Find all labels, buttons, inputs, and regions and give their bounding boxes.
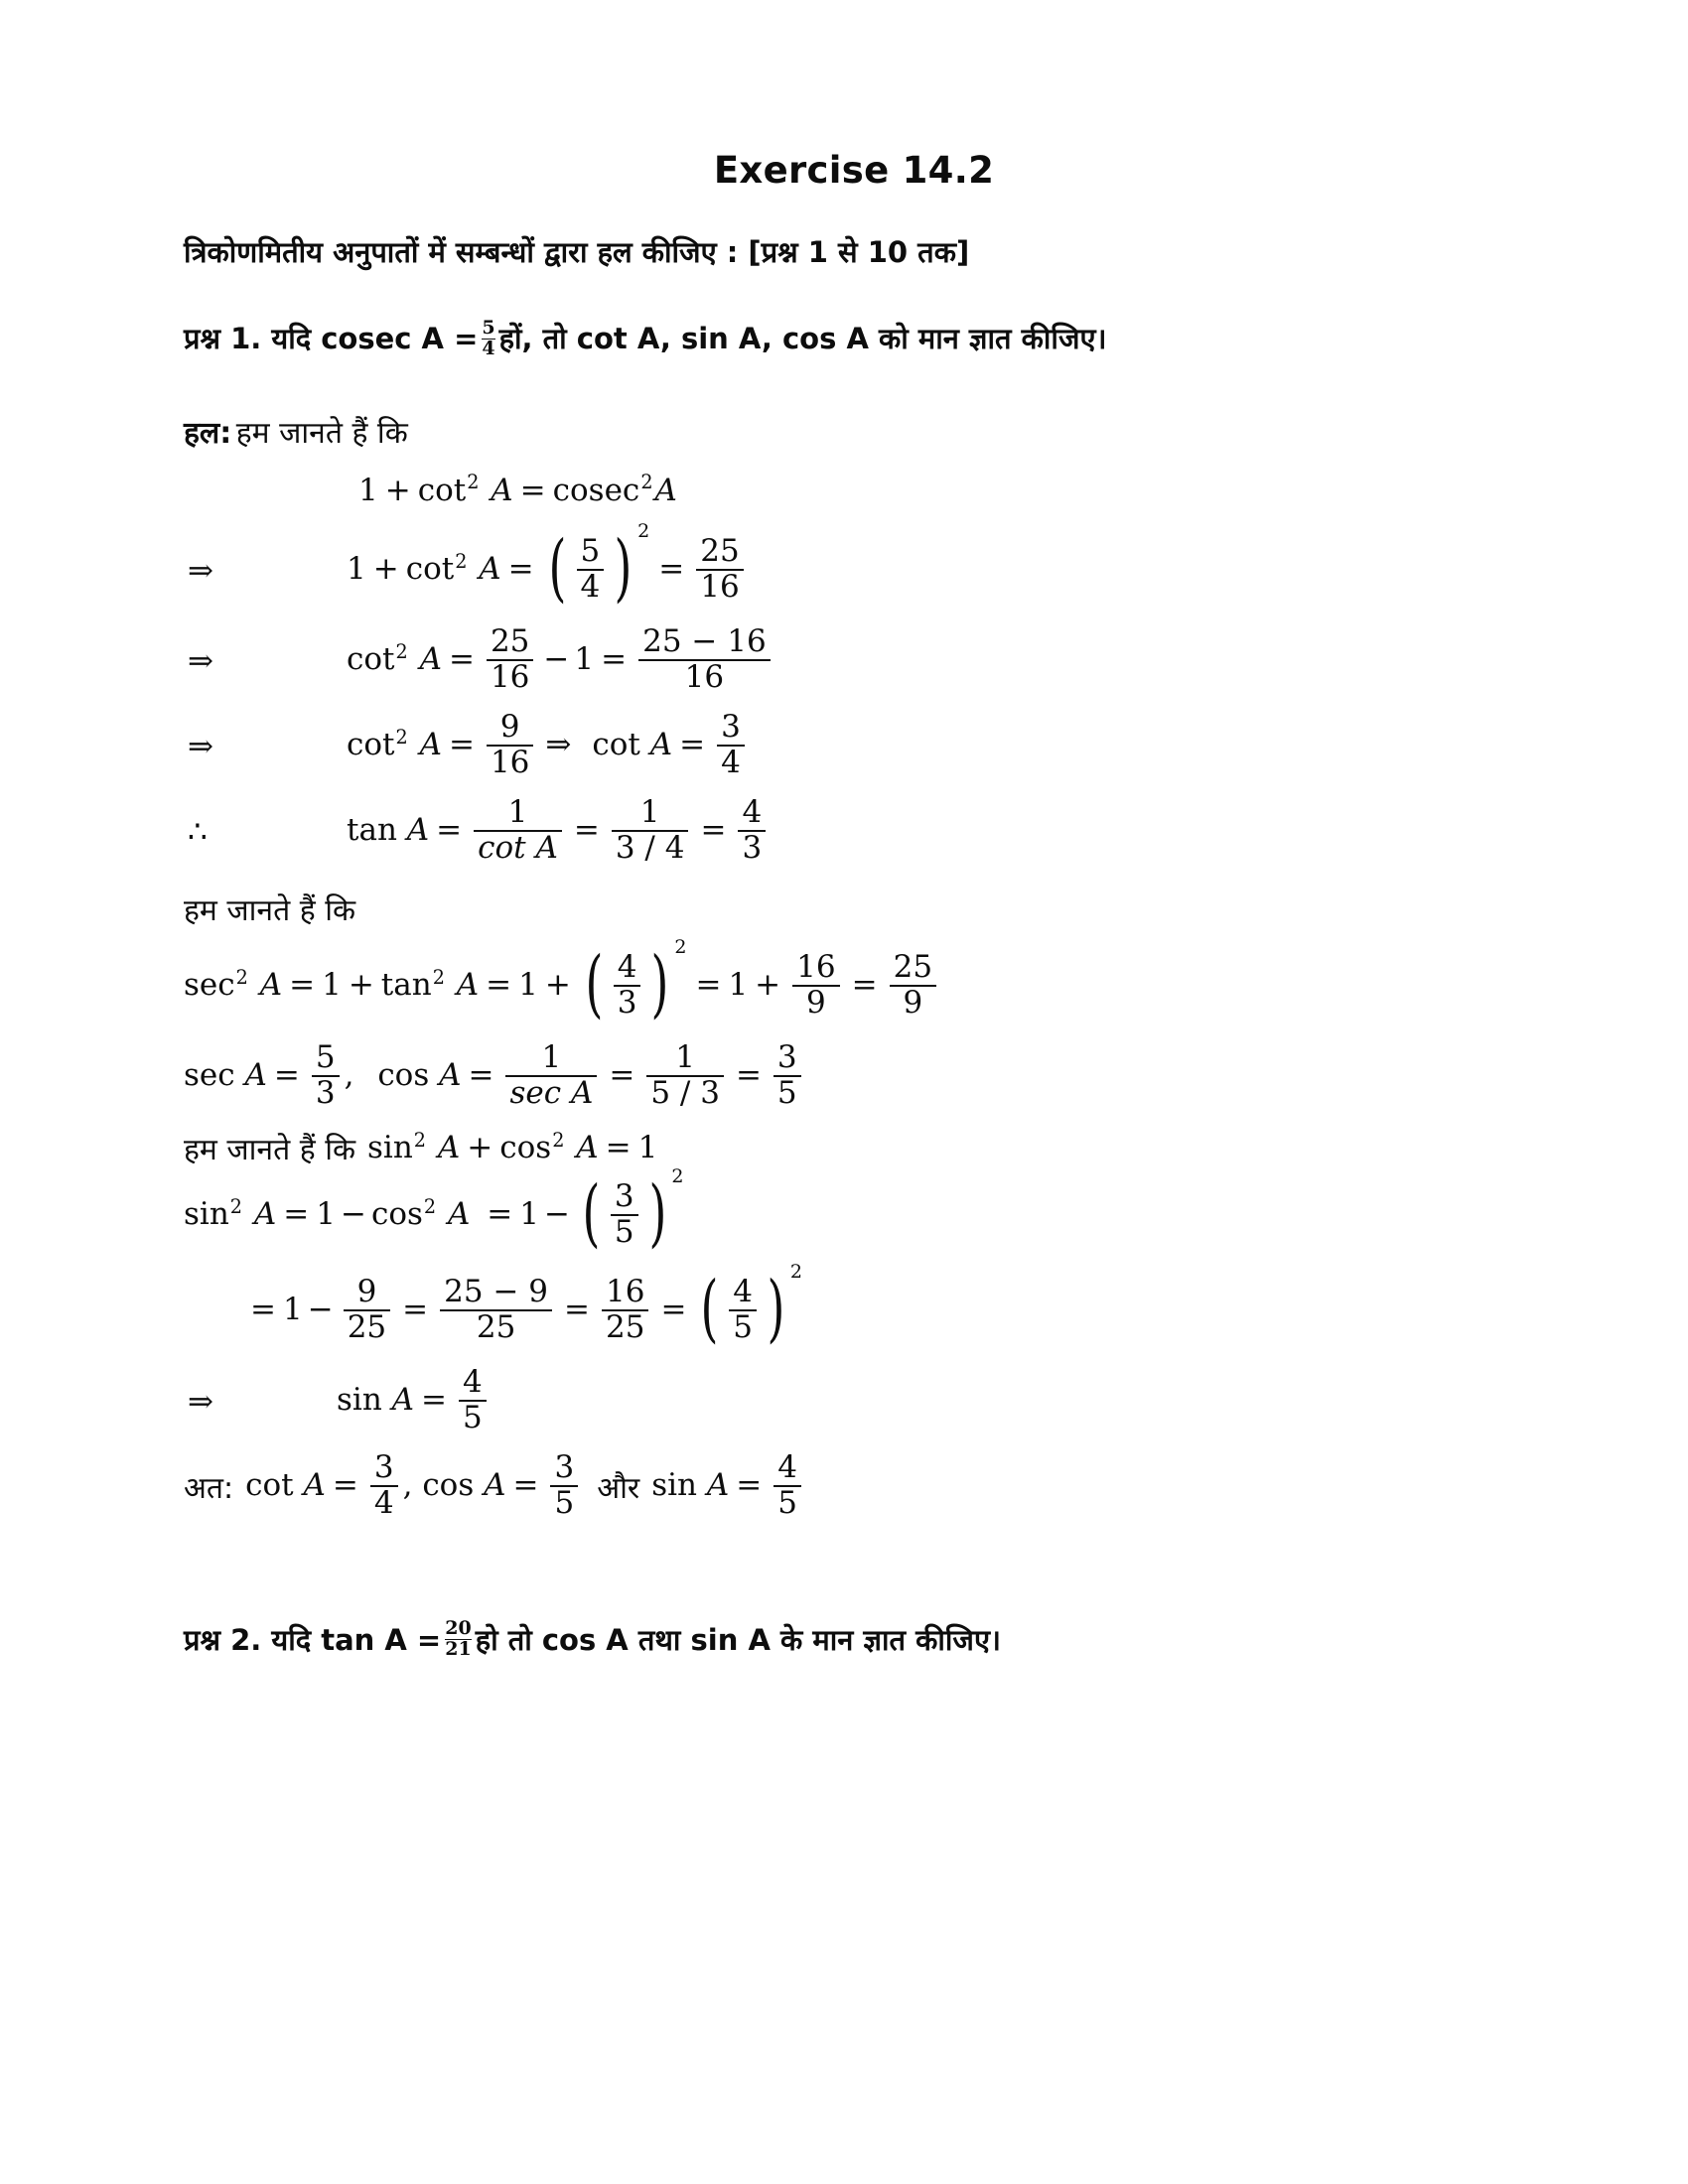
conclusion-sin-den: 5 (774, 1485, 801, 1520)
step6-tan: tan (380, 967, 432, 1004)
step10-parenthesized-fraction (695, 1261, 802, 1351)
step7-f3-num: 3 (776, 1039, 797, 1076)
conclusion-sin-var: A (706, 1467, 730, 1504)
conclusion-comma: , (402, 1467, 413, 1504)
step3-one: 1 (574, 641, 595, 678)
step6-result-fraction (890, 951, 936, 1020)
step10-fraction-2 (440, 1276, 552, 1344)
step6-var-a-2: A (456, 967, 480, 1004)
identity-exponent: 2 (467, 471, 480, 494)
step9-one-2: 1 (519, 1196, 539, 1233)
step10-f3-num: 16 (605, 1274, 645, 1310)
question-2-suffix: हो तो cos A तथा sin A के मान ज्ञात कीजिए। (475, 1622, 1001, 1657)
step8-equals: = (605, 1130, 632, 1166)
step10-base-den: 5 (729, 1309, 757, 1344)
conclusion-cot-den: 4 (370, 1485, 398, 1520)
step3-f2-den: 16 (638, 659, 771, 694)
equation-step7: sec A = $\frac{5}{3}$ , cos A = $\frac{1}{\text{sec A}}$ = $\frac{1}{5 / 3}$ = $\frac{3}{5}$ (184, 1057, 806, 1093)
equation-body-step9 (184, 1165, 1494, 1256)
question-2-prefix: प्रश्न 2. यदि tan A = (184, 1622, 442, 1657)
page-title: Exercise 14.2 (713, 149, 995, 192)
conclusion-cot-var: A (303, 1467, 326, 1504)
question-2-fraction (445, 1619, 471, 1660)
question-2-line (184, 1617, 1494, 1662)
step8-rhs: 1 (637, 1130, 658, 1166)
equation-row-step3 (184, 618, 1494, 704)
step10-f3-den: 25 (602, 1309, 648, 1344)
equation-conclusion: cot A = $\frac{3}{4}$ , cos A = $\frac{3}{5}$ (245, 1452, 583, 1521)
question-1-line (184, 316, 1494, 360)
step8-cos: cos (499, 1130, 552, 1166)
step6-power: 2 (674, 936, 687, 959)
step5-fraction-1 (474, 796, 562, 865)
step9-base-den: 5 (611, 1214, 638, 1249)
step7-sec-num: 5 (315, 1039, 336, 1076)
step2-base-fraction (577, 535, 605, 604)
step2-base-den: 4 (577, 569, 605, 604)
conclusion-cos-var: A (484, 1467, 506, 1504)
step10-f1-num: 9 (356, 1274, 377, 1310)
equation-row-step9 (184, 1165, 1494, 1264)
right-paren-icon: ) (650, 940, 669, 1026)
left-paren-icon: ( (585, 940, 604, 1026)
equation-row-identity (184, 458, 1494, 523)
right-paren-icon: ) (767, 1265, 785, 1351)
step6-base-fraction (614, 951, 641, 1020)
step7-f1-den: sec A (505, 1075, 597, 1110)
step3-cot: cot (347, 641, 395, 678)
equation-body-step5 (259, 794, 1494, 866)
step6-one-1: 1 (322, 967, 342, 1004)
step7-fraction-2 (646, 1041, 724, 1110)
step4-var-a: A (419, 727, 442, 763)
solution-intro (184, 411, 1494, 452)
step5-fraction-3 (738, 796, 766, 865)
step2-result-den: 16 (696, 569, 743, 604)
equation-row-step8 (184, 1128, 1494, 1168)
equation-body-step4 (259, 709, 1494, 780)
step10-base-num: 4 (733, 1274, 754, 1310)
step4-f1-den: 16 (487, 745, 533, 779)
equation-body-step10 (184, 1261, 1494, 1351)
step2-power: 2 (637, 520, 650, 543)
equation-step6: $\sec^2 A = 1 + \tan^2 A = 1$ + ( $\frac{4}{3}$ ) $^2$= 1 + $\frac{16}{9}$ = $\frac{25}{9}$ (184, 967, 941, 1003)
step9-base-num: 3 (614, 1178, 634, 1215)
step9-var-a-2: A (447, 1196, 471, 1233)
step9-power: 2 (671, 1165, 684, 1188)
conclusion-sin-num: 4 (777, 1449, 797, 1486)
equation-body-step6 (184, 936, 1494, 1026)
step3-f1-den: 16 (487, 659, 533, 694)
left-paren-icon: ( (700, 1265, 719, 1351)
question-1-fraction (482, 316, 495, 359)
identity-cot: cot (417, 472, 467, 508)
we-know-text-3: हम जानते हैं कि (184, 1132, 355, 1167)
right-paren-icon: ) (648, 1169, 666, 1256)
step11-fraction (459, 1366, 487, 1434)
step5-f1-den: cot A (474, 830, 562, 865)
step11-f-den: 5 (459, 1400, 487, 1434)
equation-body-step7 (184, 1039, 1494, 1111)
identity-cosec-exponent: 2 (640, 471, 653, 494)
implies-arrow-2: ⇒ (188, 642, 213, 679)
step7-f2-den: 5 / 3 (646, 1075, 724, 1110)
step7-f1-num: 1 (541, 1039, 562, 1076)
step3-f1-num: 25 (490, 623, 530, 660)
identity-plus: + (384, 472, 411, 508)
equation-step10: = 1 − $\frac{9}{25}$ = $\frac{25 - 9}{25}$ = $\frac{16}{25}$ = ( $\frac{4}{5}$ ) $^2$ (250, 1261, 802, 1351)
step4-cot-2: cot (592, 727, 640, 763)
step6-parenthesized-fraction (580, 936, 687, 1026)
step8-var-a: A (437, 1130, 461, 1166)
left-paren-icon: ( (582, 1169, 601, 1256)
step6-one-3: 1 (728, 967, 749, 1004)
step6-fraction (792, 951, 839, 1020)
step6-var-a: A (259, 967, 283, 1004)
equation-row-step4 (184, 704, 1494, 789)
step4-implies: ⇒ (545, 727, 572, 763)
equation-row-step2 (184, 520, 1494, 618)
step7-sec-fraction (312, 1041, 340, 1110)
step4-cot: cot (347, 727, 395, 763)
step4-f2-num: 3 (721, 709, 741, 746)
instruction-line: त्रिकोणमितीय अनुपातों में सम्बन्धों द्वारा हल कीजिए : [प्रश्न 1 से 10 तक] (184, 235, 970, 269)
right-paren-icon: ) (614, 524, 633, 611)
equation-row-step5 (184, 789, 1494, 875)
implies-arrow-4: ⇒ (188, 1383, 213, 1420)
step5-f3-den: 3 (738, 830, 766, 865)
equation-step3: $\cot^2 A$ = $\frac{25}{16}$ − 1 = $\frac{25 - 16}{16}$ (347, 641, 775, 677)
step5-var-a: A (406, 812, 430, 849)
step8-var-a-2: A (576, 1130, 599, 1166)
step3-f2-num: 25 − 16 (642, 623, 767, 660)
step7-sec-den: 3 (312, 1075, 340, 1110)
equation-step11: sin A = $\frac{4}{5}$ (337, 1382, 492, 1418)
we-know-text-2: हम जानते हैं कि (184, 892, 355, 928)
step10-f1-den: 25 (344, 1309, 390, 1344)
step7-fraction-3 (774, 1041, 801, 1110)
implies-arrow-3: ⇒ (188, 728, 213, 764)
question-2-fraction-denominator: 21 (445, 1638, 472, 1661)
step10-power: 2 (789, 1261, 802, 1284)
step10-fraction-1 (344, 1276, 390, 1344)
step6-one-2: 1 (518, 967, 538, 1004)
step3-fraction-1 (487, 625, 533, 694)
step5-f2-den: 3 / 4 (612, 830, 689, 865)
step2-var-a: A (479, 551, 501, 588)
conclusion-cos-fraction (550, 1451, 578, 1520)
left-paren-icon: ( (548, 524, 567, 611)
step6-sec: sec (184, 967, 235, 1004)
step4-var-a-2: A (649, 727, 673, 763)
equation-step4: $\cot^2 A$ = $\frac{9}{16}$ ⇒ cot A = $\frac{3}{4}$ (347, 727, 750, 762)
step6-f-den: 9 (792, 985, 839, 1020)
step11-sin: sin (337, 1382, 382, 1419)
implies-arrow-1: ⇒ (188, 552, 213, 589)
equation-body (259, 473, 1494, 508)
step10-fraction-3 (602, 1276, 648, 1344)
identity-cosec: cosec (552, 472, 640, 508)
equation-conclusion-sin: sin A = $\frac{4}{5}$ (651, 1452, 806, 1521)
equation-body-step11 (259, 1364, 1494, 1435)
step9-base-fraction (611, 1180, 638, 1249)
step10-f2-den: 25 (440, 1309, 552, 1344)
step6-base-den: 3 (614, 985, 641, 1020)
step9-one-1: 1 (316, 1196, 336, 1233)
question-2-fraction-numerator: 20 (445, 1617, 472, 1640)
step9-cos: cos (370, 1196, 423, 1233)
step7-sec: sec (184, 1057, 235, 1094)
equation-step9: $\sin^2 A = 1 - \cos^2 A = 1$ − ( $\frac{3}{5}$ ) $^2$ (184, 1165, 684, 1256)
equation-body-step3 (259, 623, 1494, 695)
equation-step5: tan A = $\frac{1}{\text{cot A}}$ = $\frac{1}{3 / 4}$ = $\frac{4}{3}$ (347, 812, 771, 848)
step6-r-num: 25 (893, 949, 933, 986)
step5-tan: tan (347, 812, 397, 849)
step8-sin: sin (367, 1130, 413, 1166)
step7-var-a-2: A (439, 1057, 462, 1094)
step11-var-a: A (391, 1382, 415, 1419)
identity-var-a: A (491, 472, 513, 508)
step2-one: 1 (347, 551, 366, 588)
question-1-fraction-denominator: 4 (482, 337, 495, 359)
step4-f1-num: 9 (499, 709, 520, 746)
equation-row-step11 (184, 1359, 1494, 1444)
step7-cos: cos (377, 1057, 430, 1094)
conclusion-cot-num: 3 (373, 1449, 394, 1486)
step2-cot: cot (405, 551, 455, 588)
equation-row-step6 (184, 936, 1494, 1034)
step6-f-num: 16 (796, 949, 836, 986)
step9-parenthesized-fraction (577, 1165, 684, 1256)
identity-equals: = (519, 472, 546, 508)
step3-fraction-2 (638, 625, 771, 694)
step4-fraction-1 (487, 711, 533, 779)
conclusion-row (184, 1444, 1494, 1530)
question-1-prefix: प्रश्न 1. यदि cosec A = (184, 322, 479, 356)
conclusion-sin-fraction (774, 1451, 801, 1520)
step7-f2-num: 1 (675, 1039, 695, 1076)
conclusion-cos: cos (422, 1467, 475, 1504)
identity-cosec-var: A (654, 472, 677, 508)
step11-f-num: 4 (463, 1364, 483, 1401)
step3-var-a: A (419, 641, 442, 678)
step2-base-num: 5 (580, 533, 601, 570)
conclusion-cot: cot (245, 1467, 294, 1504)
step10-f2-num: 25 − 9 (444, 1274, 548, 1310)
we-know-text-1: हम जानते हैं कि (235, 415, 408, 451)
step2-result-num: 25 (700, 533, 740, 570)
step5-f2-num: 1 (639, 794, 660, 831)
step5-f1-num: 1 (507, 794, 528, 831)
conclusion-cos-den: 5 (550, 1485, 578, 1520)
step6-base-num: 4 (617, 949, 637, 986)
conclusion-cot-fraction (370, 1451, 398, 1520)
therefore-label: अत: (184, 1471, 234, 1507)
question-1-fraction-numerator: 5 (482, 316, 495, 339)
step4-f2-den: 4 (717, 745, 745, 779)
therefore-symbol: ∴ (188, 813, 208, 850)
equation-identity (358, 473, 677, 508)
step10-one: 1 (282, 1292, 303, 1328)
conclusion-sin: sin (651, 1467, 697, 1504)
step2-result-fraction (696, 535, 743, 604)
identity-one: 1 (358, 472, 378, 508)
step2-parenthesized-fraction (543, 520, 650, 611)
page-content (184, 149, 1494, 1662)
equation-step2: $1 + \cot^2 A$ = ( $\frac{5}{4}$ ) $^2$= $\frac{25}{16}$ (347, 551, 749, 587)
step5-fraction-2 (612, 796, 689, 865)
step7-f3-den: 5 (774, 1075, 801, 1110)
step4-fraction-2 (717, 711, 745, 779)
step7-fraction-1 (505, 1041, 597, 1110)
conclusion-cos-num: 3 (554, 1449, 575, 1486)
question-1-suffix: हों, तो cot A, sin A, cos A को मान ज्ञात कीजिए। (498, 322, 1107, 356)
step7-var-a: A (244, 1057, 267, 1094)
step9-var-a: A (253, 1196, 277, 1233)
step6-r-den: 9 (890, 985, 936, 1020)
step10-base-fraction (729, 1276, 757, 1344)
solution-label: हल: (184, 415, 232, 451)
conclusion-and-word: और (597, 1471, 640, 1507)
step5-f3-num: 4 (742, 794, 763, 831)
equation-row-step7 (184, 1034, 1494, 1120)
step9-sin: sin (184, 1196, 229, 1233)
equation-body-step2 (259, 520, 1494, 611)
equation-row-step10 (184, 1261, 1494, 1359)
equation-step8: $\sin^2 A + \cos^2 A = 1$ (367, 1128, 658, 1166)
